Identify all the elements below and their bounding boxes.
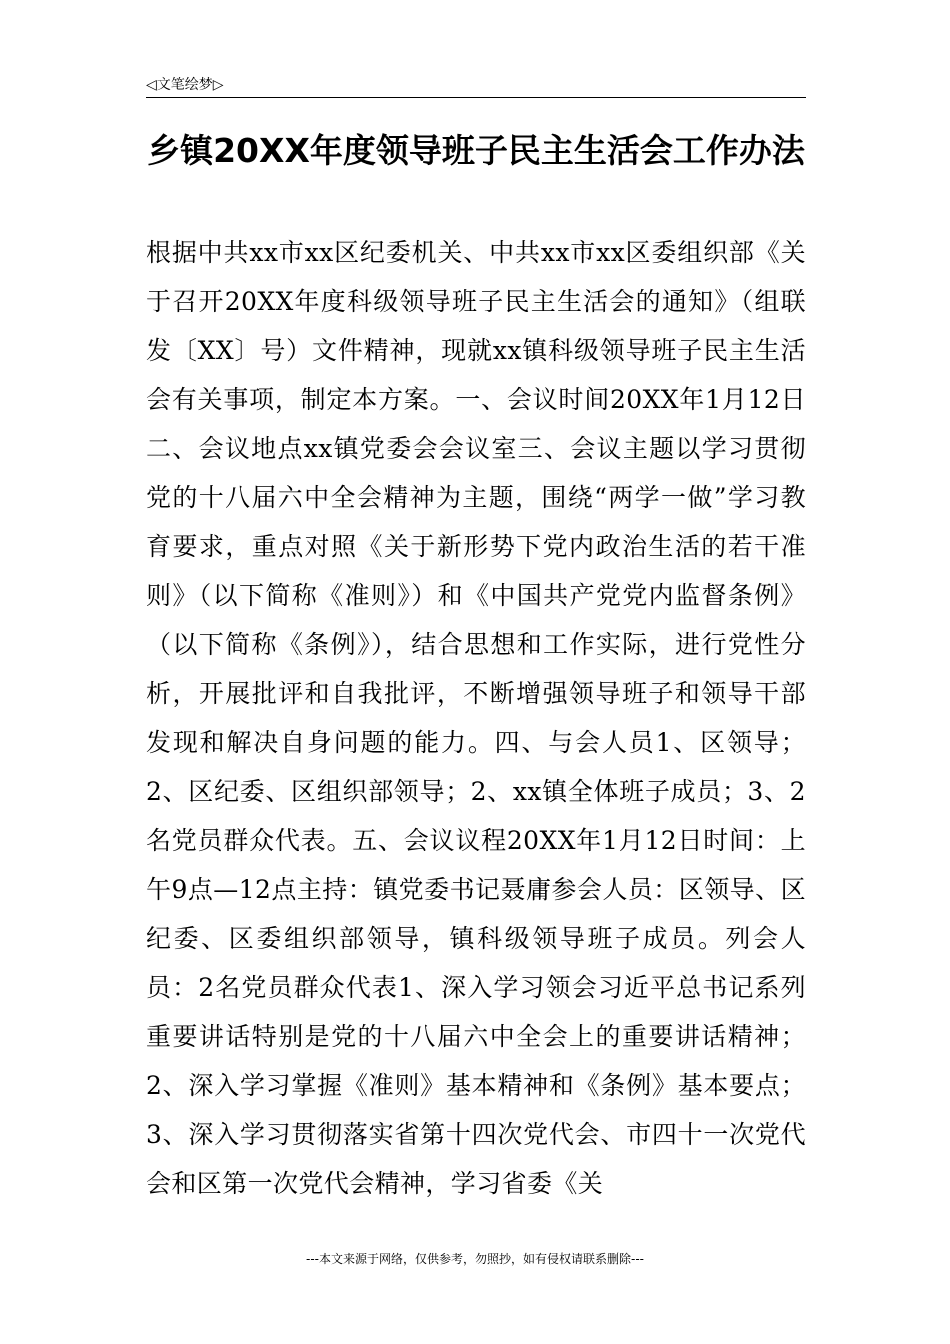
document-title: 乡镇20XX年度领导班子民主生活会工作办法: [147, 131, 805, 170]
document-body: 根据中共xx市xx区纪委机关、中共xx市xx区委组织部《关于召开20XX年度科级领导班子民主生活会的通知》（组联发〔XX〕号）文件精神，现就xx镇科级领导班子民主生活会有关事项，制定本方案。一、会议时间20XX年1月12日二、会议地点xx镇党委会会议室三、会议主题以学习贯彻党的十八届六中全会精神为主题，围绕“两学一做”学习教育要求，重点对照《关于新形势下党内政治生活的若干准则》（以下简称《准则》）和《中国共产党党内监督条例》（以下简称《条例》），结合思想和工作实际，进行党性分析，开展批评和自我批评，不断增强领导班子和领导干部发现和解决自身问题的能力。四、与会人员1、区领导；2、区纪委、区组织部领导；2、xx镇全体班子成员；3、2名党员群众代表。五、会议议程20XX年1月12日时间：上午9点—12点主持：镇党委书记聂庸参会人员：区领导、区纪委、区委组织部领导，镇科级领导班子成员。列会人员：2名党员群众代表1、深入学习领会习近平总书记系列重要讲话特别是党的十八届六中全会上的重要讲话精神；2、深入学习掌握《准则》基本精神和《条例》基本要点；3、深入学习贯彻落实省第十四次党代会、市四十一次党代会和区第一次党代会精神，学习省委《关: [146, 238, 806, 1198]
header-watermark: ◁文笔绘梦▷: [146, 77, 224, 93]
footer-disclaimer: ---本文来源于网络，仅供参考，勿照抄，如有侵权请联系删除---: [306, 1252, 644, 1266]
header-divider: [146, 97, 806, 98]
